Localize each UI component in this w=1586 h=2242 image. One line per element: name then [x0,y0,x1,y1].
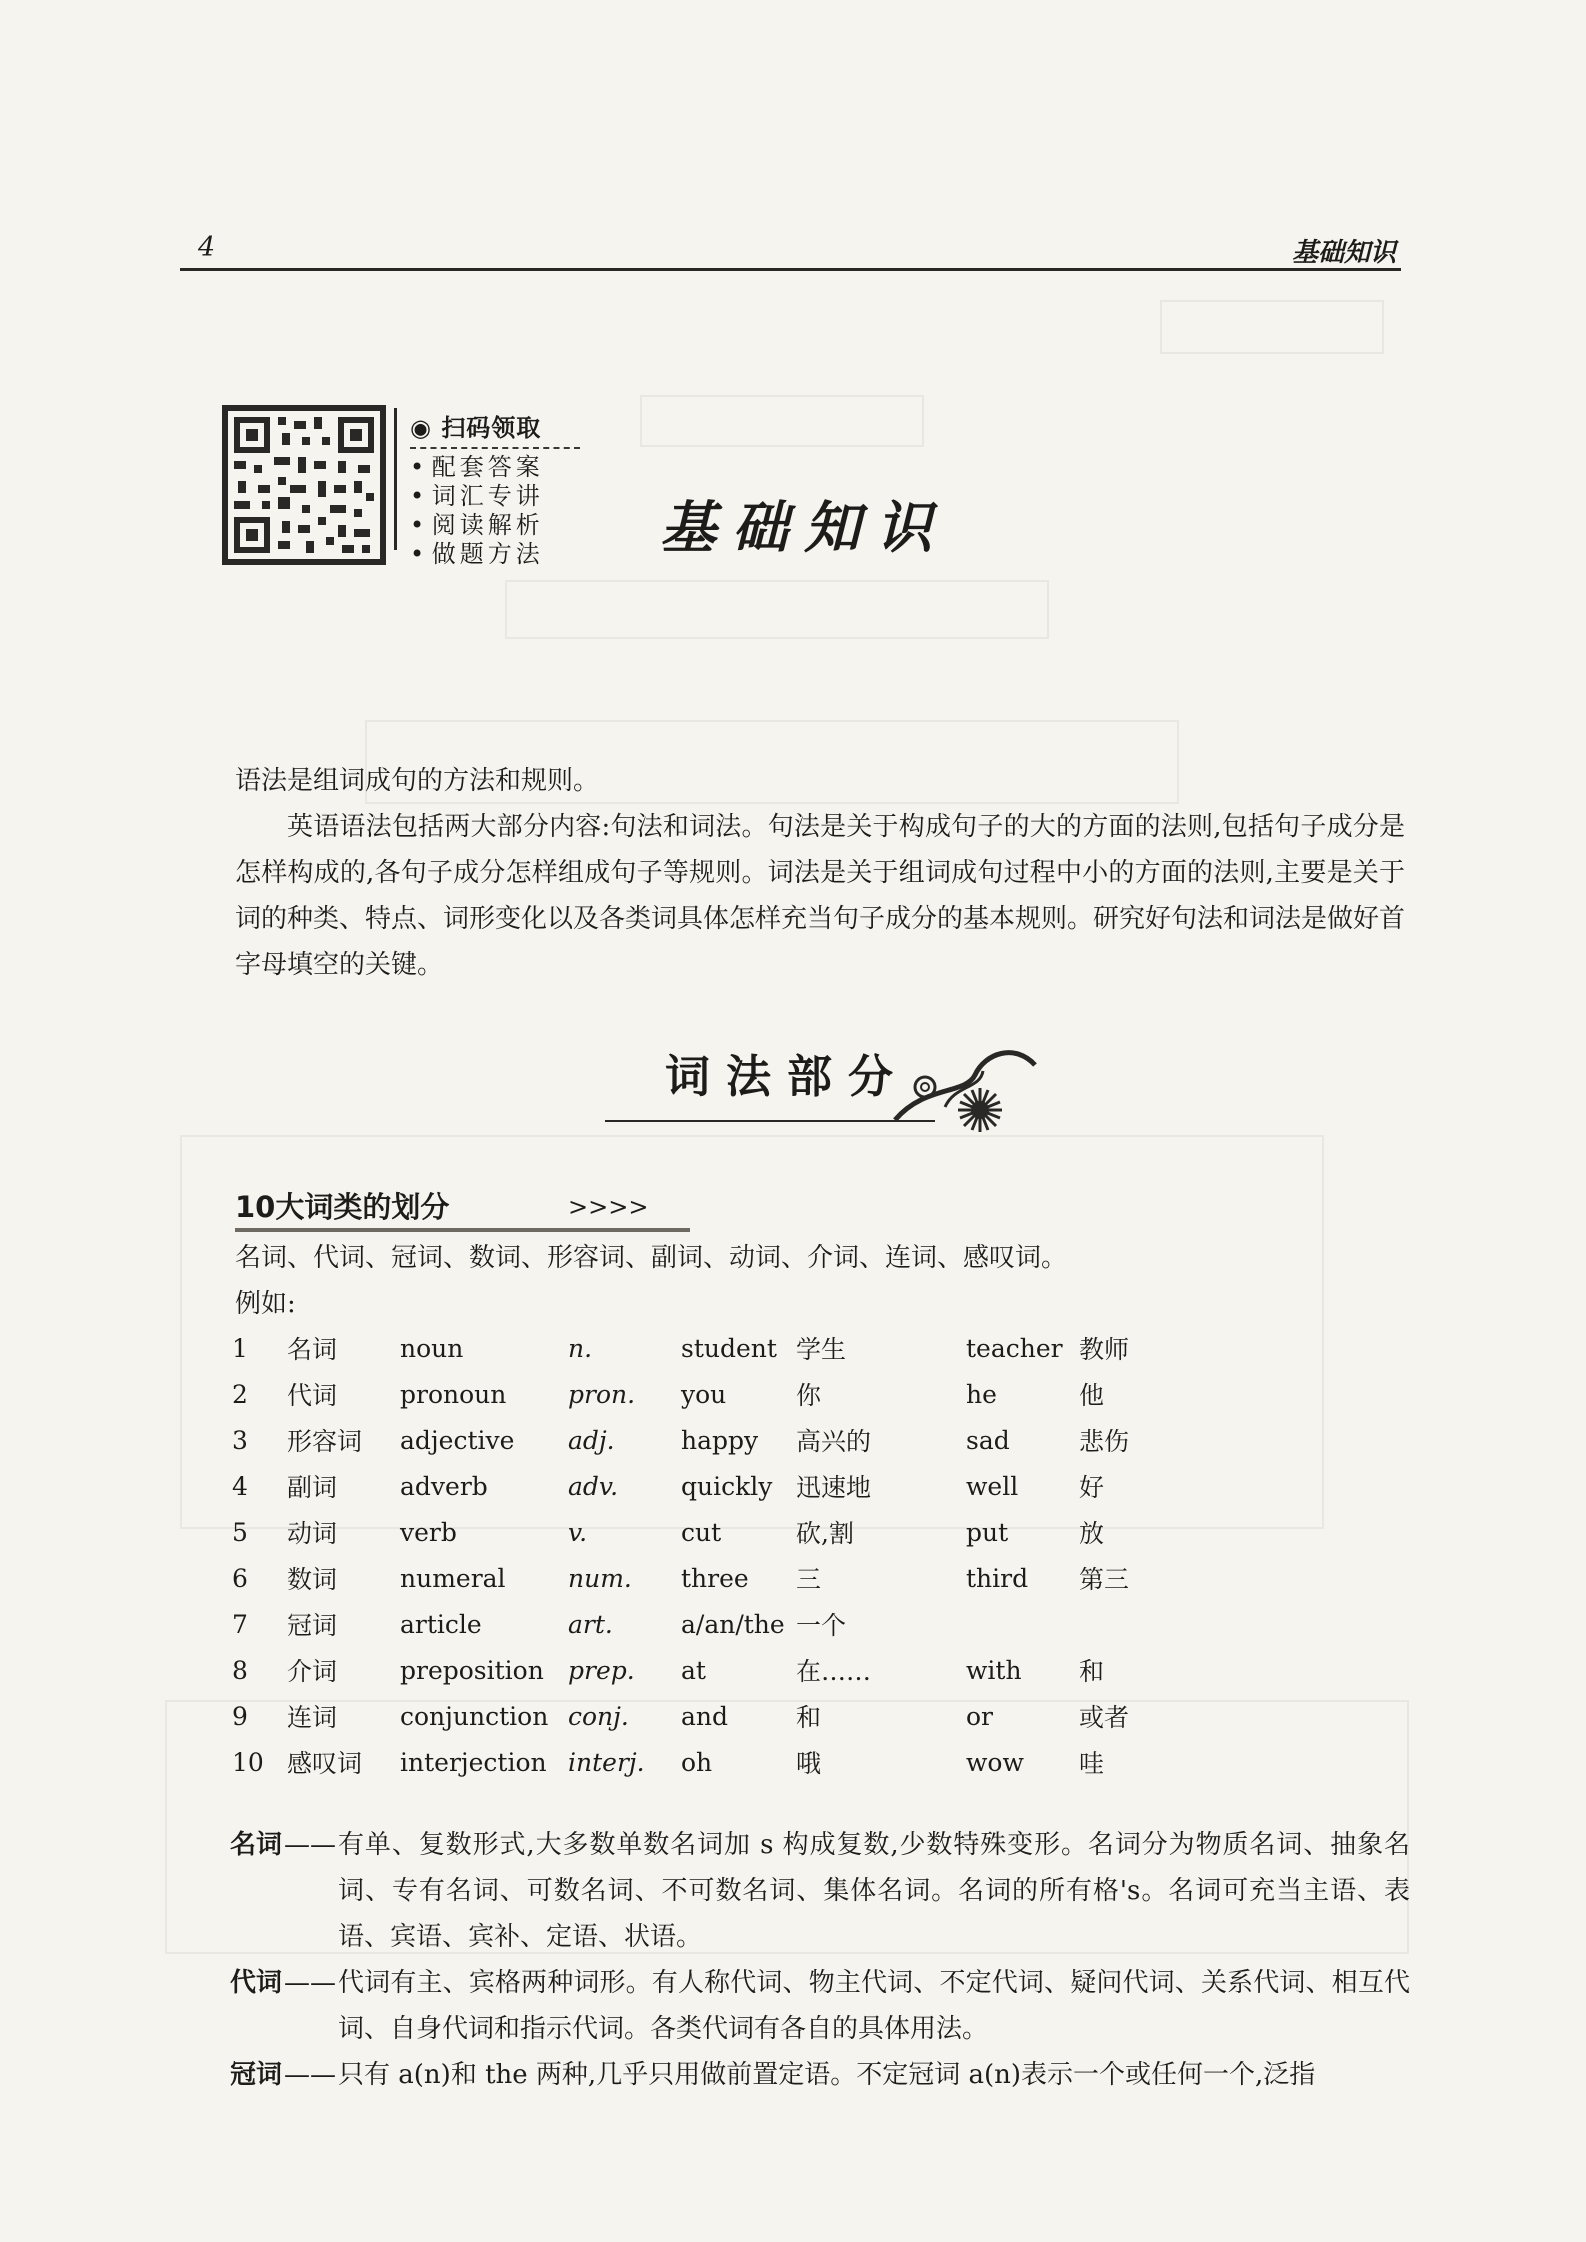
word-class-list: 名词、代词、冠词、数词、形容词、副词、动词、介词、连词、感叹词。 [235,1243,1068,1273]
word-class-chinese: 连词 [287,1703,338,1732]
qr-item: • 阅读解析 [410,511,580,540]
qr-item: • 词汇专讲 [410,482,580,511]
word-class-abbreviation: pron. [568,1379,636,1409]
example-meaning-2: 和 [1079,1657,1105,1686]
word-class-chinese: 代词 [287,1381,338,1410]
example-meaning: 和 [796,1703,822,1732]
word-class-english: conjunction [400,1701,549,1731]
example-word: a/an/the [681,1609,785,1639]
example-word-2: third [966,1563,1029,1593]
definition-dash: —— [284,1968,337,1998]
subsection-arrows: >>>> [568,1193,649,1221]
definition-text: 代词有主、宾格两种词形。有人称代词、物主代词、不定代词、疑问代词、关系代词、相互代词、自身代词和指示代词。各类代词有各自的具体用法。 [338,1968,1410,2044]
definition-text: 有单、复数形式,大多数单数名词加 s 构成复数,少数特殊变形。名词分为物质名词、抽象名词、专有名词、可数名词、不可数名词、集体名词。名词的所有格's。名词可充当主语、表语、宾语、宾补、定语、状语。 [338,1830,1410,1952]
example-word: cut [681,1517,722,1547]
example-meaning: 一个 [796,1611,847,1640]
word-class-chinese: 形容词 [287,1427,363,1456]
qr-bracket [394,408,403,550]
intro-paragraph: 语法是组词成句的方法和规则。 [235,766,600,796]
word-class-english: interjection [400,1747,547,1777]
example-word: at [681,1655,706,1685]
subsection-underline [235,1228,690,1232]
qr-code-icon[interactable] [222,405,386,565]
example-meaning: 三 [796,1565,822,1594]
definition-item [230,2052,1410,2098]
example-word: oh [681,1747,713,1777]
example-meaning-2: 他 [1079,1381,1105,1410]
row-number: 1 [232,1333,248,1363]
example-meaning: 在…… [796,1657,872,1686]
word-class-abbreviation: v. [568,1517,588,1547]
section-title: 词法部分 [665,1050,910,1103]
definition-list [230,1822,1410,2098]
table-row [232,1647,1179,1693]
row-number: 7 [232,1609,248,1639]
table-row [232,1555,1179,1601]
qr-item-list [410,453,580,569]
qr-item: • 配套答案 [410,453,580,482]
example-meaning-2: 放 [1079,1519,1105,1548]
word-class-abbreviation: art. [568,1609,613,1639]
word-class-english: noun [400,1333,464,1363]
definition-text: 只有 a(n)和 the 两种,几乎只用做前置定语。不定冠词 a(n)表示一个或任何一个,泛指 [338,2060,1316,2090]
word-class-table [232,1325,1179,1785]
definition-dash: —— [284,2060,337,2090]
example-word-2 [966,1601,1079,1647]
example-meaning-2: 好 [1079,1473,1105,1502]
row-number: 5 [232,1517,248,1547]
qr-heading-text: 扫码领取 [441,414,542,442]
word-class-chinese: 动词 [287,1519,338,1548]
row-number: 9 [232,1701,248,1731]
row-number: 4 [232,1471,248,1501]
intro-paragraph: 英语语法包括两大部分内容:句法和词法。句法是关于构成句子的大的方面的法则,包括句子成分是怎样构成的,各句子成分怎样组成句子等规则。词法是关于组词成句过程中小的方面的法则,主要是关于词的种类、特点、词形变化以及各类词具体怎样充当句子成分的基本规则。研究好句法和词法是做好首字母填空的关键。 [235,812,1406,980]
word-class-abbreviation: num. [568,1563,632,1593]
word-class-english: article [400,1609,482,1639]
chapter-title: 基础知识 [660,495,948,561]
example-meaning: 你 [796,1381,822,1410]
qr-panel [410,408,580,569]
flower-ornament-icon [885,1025,1045,1140]
definition-item [230,1960,1410,2052]
example-word-2: or [966,1701,994,1731]
word-class-chinese: 介词 [287,1657,338,1686]
bleed-through-box [1160,300,1384,354]
word-class-abbreviation: adv. [568,1471,619,1501]
word-class-english: pronoun [400,1379,507,1409]
row-number: 2 [232,1379,248,1409]
row-number: 3 [232,1425,248,1455]
qr-item: • 做题方法 [410,540,580,569]
example-word: three [681,1563,749,1593]
table-row [232,1371,1179,1417]
example-meaning: 迅速地 [796,1473,872,1502]
example-meaning: 砍,割 [796,1519,854,1548]
table-row [232,1325,1179,1371]
word-class-abbreviation: interj. [568,1747,645,1777]
table-row [232,1463,1179,1509]
word-class-abbreviation: prep. [568,1655,635,1685]
word-class-english: adverb [400,1471,488,1501]
word-class-chinese: 副词 [287,1473,338,1502]
definition-dash: —— [284,1830,337,1860]
definition-term: 代词 [230,1968,283,1998]
table-row [232,1693,1179,1739]
subsection-title: 10大词类的划分 [235,1190,450,1224]
table-row [232,1601,1179,1647]
row-number: 6 [232,1563,248,1593]
example-meaning: 高兴的 [796,1427,872,1456]
example-meaning-2: 教师 [1079,1335,1130,1364]
example-word-2: with [966,1655,1022,1685]
row-number: 8 [232,1655,248,1685]
word-class-english: adjective [400,1425,515,1455]
example-label: 例如: [235,1289,296,1319]
page-number: 4 [198,232,216,263]
table-row [232,1417,1179,1463]
example-word-2: put [966,1517,1009,1547]
word-class-abbreviation: n. [568,1333,593,1363]
word-class-english: preposition [400,1655,544,1685]
word-class-abbreviation: conj. [568,1701,629,1731]
example-word: happy [681,1425,759,1455]
word-class-english: verb [400,1517,457,1547]
example-word-2: teacher [966,1333,1063,1363]
table-row [232,1739,1179,1785]
example-word: you [681,1379,727,1409]
example-meaning-2: 第三 [1079,1565,1130,1594]
row-number: 10 [232,1747,264,1777]
word-class-english: numeral [400,1563,506,1593]
table-row [232,1509,1179,1555]
definition-item [230,1822,1410,1960]
running-header-title: 基础知识 [1291,238,1396,268]
example-meaning: 学生 [796,1335,847,1364]
word-class-chinese: 感叹词 [287,1749,363,1778]
example-meaning-2 [1079,1601,1179,1647]
example-meaning-2: 哇 [1079,1749,1105,1778]
example-word-2: wow [966,1747,1024,1777]
example-word-2: he [966,1379,997,1409]
example-meaning: 哦 [796,1749,822,1778]
eye-icon: ◉ [410,414,432,442]
definition-term: 名词 [230,1830,283,1860]
bleed-through-box [505,580,1049,639]
example-word: student [681,1333,777,1363]
bleed-through-box [640,395,924,447]
example-word-2: sad [966,1425,1010,1455]
header-rule [180,268,1401,271]
example-word: and [681,1701,729,1731]
section-heading [605,1040,1065,1150]
word-class-chinese: 名词 [287,1335,338,1364]
example-meaning-2: 或者 [1079,1703,1130,1732]
example-word: quickly [681,1471,773,1501]
example-meaning-2: 悲伤 [1079,1427,1130,1456]
example-word-2: well [966,1471,1019,1501]
qr-heading [410,408,580,449]
definition-term: 冠词 [230,2060,283,2090]
word-class-chinese: 冠词 [287,1611,338,1640]
word-class-chinese: 数词 [287,1565,338,1594]
word-class-abbreviation: adj. [568,1425,615,1455]
